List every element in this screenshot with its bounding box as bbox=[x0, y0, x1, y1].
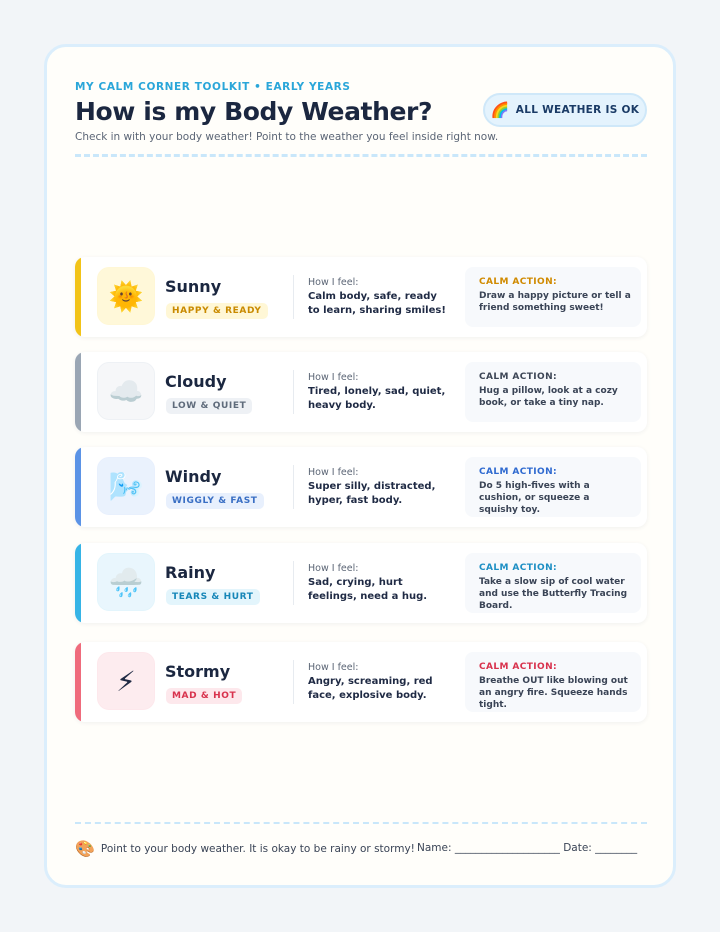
feel-label: How I feel: bbox=[308, 563, 359, 574]
column-divider bbox=[293, 465, 294, 509]
calm-action-text: Take a slow sip of cool water and use the Butterfly Tracing Board. bbox=[479, 577, 628, 611]
badge-label: ALL WEATHER IS OK bbox=[515, 104, 640, 116]
feel-label: How I feel: bbox=[308, 372, 359, 383]
toolkit-kicker: MY CALM CORNER TOOLKIT • EARLY YEARS bbox=[75, 81, 351, 93]
mood-tag: TEARS & HURT bbox=[166, 589, 260, 605]
color-stripe bbox=[75, 543, 81, 623]
calm-action-box bbox=[465, 457, 641, 517]
calm-action-box bbox=[465, 652, 641, 712]
color-stripe bbox=[75, 447, 81, 527]
column-divider bbox=[293, 660, 294, 704]
column-divider bbox=[293, 561, 294, 605]
weather-card-sunny[interactable] bbox=[75, 257, 647, 337]
weather-name: Stormy bbox=[165, 662, 231, 681]
calm-action-box bbox=[465, 267, 641, 327]
footer-note bbox=[75, 839, 415, 858]
calm-action-label: CALM ACTION: bbox=[479, 467, 558, 477]
calm-action-box bbox=[465, 362, 641, 422]
calm-action-label: CALM ACTION: bbox=[479, 563, 558, 573]
weather-card-cloudy[interactable] bbox=[75, 352, 647, 432]
worksheet-card bbox=[44, 44, 676, 888]
feel-label: How I feel: bbox=[308, 662, 359, 673]
calm-action-label: CALM ACTION: bbox=[479, 662, 558, 672]
feel-text: Sad, crying, hurt feelings, need a hug. bbox=[308, 577, 428, 602]
palette-icon: 🎨 bbox=[75, 839, 95, 858]
calm-action-text: Do 5 high-fives with a cushion, or squeeze a squishy toy. bbox=[479, 481, 590, 515]
weather-name: Sunny bbox=[165, 277, 222, 296]
footer-note-text: Point to your body weather. It is okay to be rainy or stormy! bbox=[100, 842, 415, 855]
mood-tag: LOW & QUIET bbox=[166, 398, 252, 414]
feel-text: Angry, screaming, red face, explosive body. bbox=[308, 676, 433, 701]
wind-icon: 🌬️ bbox=[97, 457, 155, 515]
dashed-divider-top bbox=[75, 154, 647, 157]
page-title: How is my Body Weather? bbox=[75, 97, 433, 126]
color-stripe bbox=[75, 257, 81, 337]
weather-card-windy[interactable] bbox=[75, 447, 647, 527]
weather-card-stormy[interactable] bbox=[75, 642, 647, 722]
color-stripe bbox=[75, 352, 81, 432]
mood-tag: WIGGLY & FAST bbox=[166, 493, 264, 509]
all-weather-ok-badge bbox=[483, 93, 647, 127]
mood-tag: HAPPY & READY bbox=[166, 303, 268, 319]
weather-name: Cloudy bbox=[165, 372, 227, 391]
feel-label: How I feel: bbox=[308, 277, 359, 288]
calm-action-label: CALM ACTION: bbox=[479, 277, 558, 287]
color-stripe bbox=[75, 642, 81, 722]
calm-action-text: Hug a pillow, look at a cozy book, or take a tiny nap. bbox=[479, 386, 618, 408]
feel-text: Calm body, safe, ready to learn, sharing smiles! bbox=[308, 291, 446, 316]
feel-text: Tired, lonely, sad, quiet, heavy body. bbox=[308, 386, 446, 411]
column-divider bbox=[293, 275, 294, 319]
name-date-line: Name: ____________________ Date: ________ bbox=[417, 842, 638, 854]
weather-name: Windy bbox=[165, 467, 222, 486]
rainbow-icon: 🌈 bbox=[490, 101, 510, 119]
column-divider bbox=[293, 370, 294, 414]
lightning-icon: ⚡ bbox=[97, 652, 155, 710]
calm-action-label: CALM ACTION: bbox=[479, 372, 558, 382]
calm-action-box bbox=[465, 553, 641, 613]
weather-name: Rainy bbox=[165, 563, 216, 582]
page-subtitle: Check in with your body weather! Point to the weather you feel inside right now. bbox=[75, 131, 499, 143]
calm-action-text: Breathe OUT like blowing out an angry fire. Squeeze hands tight. bbox=[479, 676, 628, 710]
dashed-divider-bottom bbox=[75, 822, 647, 824]
sun-icon: 🌞 bbox=[97, 267, 155, 325]
calm-action-text: Draw a happy picture or tell a friend something sweet! bbox=[479, 291, 631, 313]
feel-label: How I feel: bbox=[308, 467, 359, 478]
feel-text: Super silly, distracted, hyper, fast body. bbox=[308, 481, 436, 506]
mood-tag: MAD & HOT bbox=[166, 688, 242, 704]
cloud-icon: ☁️ bbox=[97, 362, 155, 420]
rain-cloud-icon: 🌧️ bbox=[97, 553, 155, 611]
weather-card-rainy[interactable] bbox=[75, 543, 647, 623]
